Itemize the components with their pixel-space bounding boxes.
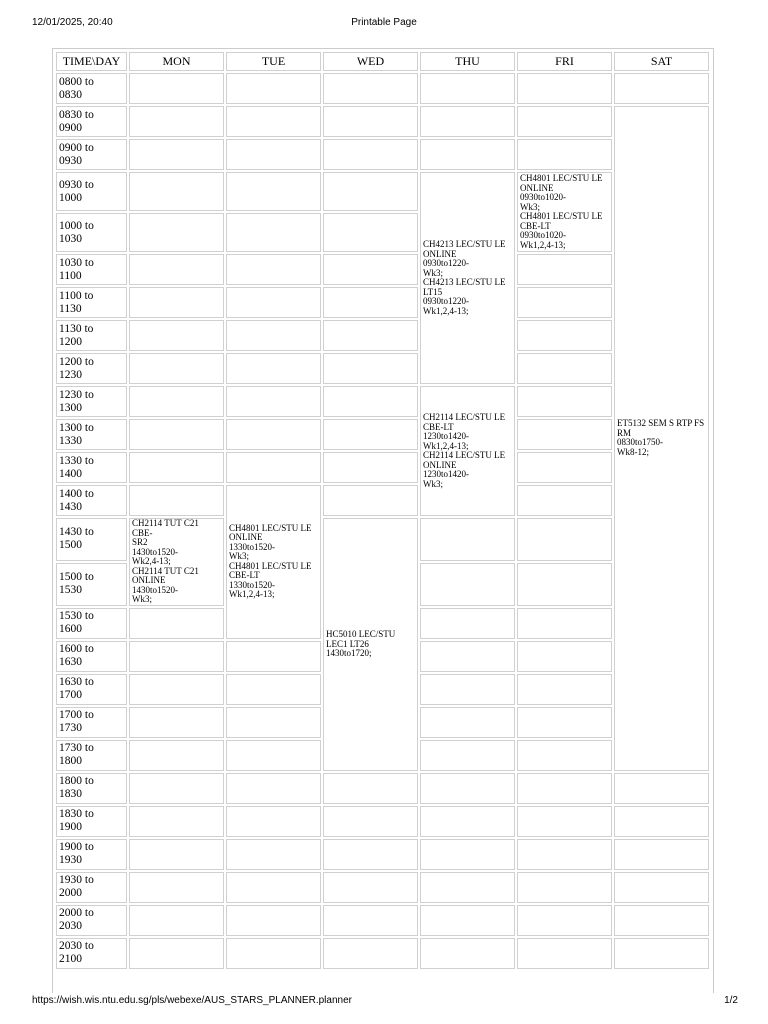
empty-slot-thu xyxy=(420,73,515,104)
empty-slot-sat xyxy=(614,806,709,837)
time-slot-start: 0930 to xyxy=(59,178,94,191)
empty-slot-wed xyxy=(323,213,418,252)
event-line: Wk1,2,4-13; xyxy=(229,589,275,600)
time-slot-start: 1100 to xyxy=(59,289,94,302)
time-slot-cell xyxy=(56,320,127,351)
header-tue: TUE xyxy=(226,52,321,71)
empty-slot-mon xyxy=(129,353,224,384)
time-slot-end: 1030 xyxy=(59,232,82,245)
print-page-number: 1/2 xyxy=(724,995,738,1006)
empty-slot-thu xyxy=(420,839,515,870)
empty-slot-fri xyxy=(517,73,612,104)
time-slot-start: 1300 to xyxy=(59,421,94,434)
time-slot-end: 1830 xyxy=(59,788,82,800)
time-slot-cell xyxy=(56,106,127,137)
timetable-row xyxy=(56,73,709,104)
empty-slot-mon xyxy=(129,452,224,483)
empty-slot-tue xyxy=(226,320,321,351)
time-slot-end: 1200 xyxy=(59,335,82,348)
event-line: 1230to1420- xyxy=(423,469,469,479)
time-slot-cell xyxy=(56,518,127,561)
empty-slot-mon xyxy=(129,172,224,211)
event-line: 0930to1220- xyxy=(423,258,469,268)
time-slot-cell xyxy=(56,806,127,837)
time-slot-cell xyxy=(56,740,127,771)
timetable-row xyxy=(56,386,709,417)
event-line: CH4801 LEC/STU LE xyxy=(229,560,312,571)
time-slot-start: 1430 to xyxy=(59,526,94,539)
time-slot-cell xyxy=(56,641,127,672)
time-slot-end: 1700 xyxy=(59,689,82,701)
event-cell-tue-1330 xyxy=(226,485,321,639)
time-slot-start: 0830 to xyxy=(59,108,94,121)
empty-slot-mon xyxy=(129,608,224,639)
empty-slot-mon xyxy=(129,254,224,285)
empty-slot-fri xyxy=(517,641,612,672)
empty-slot-mon xyxy=(129,740,224,771)
time-slot-start: 1830 to xyxy=(59,808,94,820)
empty-slot-thu xyxy=(420,139,515,170)
timetable-row xyxy=(56,139,709,170)
time-slot-end: 1400 xyxy=(59,467,82,480)
print-url: https://wish.wis.ntu.edu.sg/pls/webexe/AUS_STARS_PLANNER.planner xyxy=(32,995,352,1006)
empty-slot-mon xyxy=(129,938,224,969)
empty-slot-fri xyxy=(517,806,612,837)
empty-slot-wed xyxy=(323,452,418,483)
event-line: ONLINE xyxy=(423,248,457,259)
empty-slot-mon xyxy=(129,641,224,672)
empty-slot-mon xyxy=(129,73,224,104)
event-line: Wk3; xyxy=(423,478,443,489)
empty-slot-thu xyxy=(420,905,515,936)
time-slot-end: 0900 xyxy=(59,121,82,134)
header-mon: MON xyxy=(129,52,224,71)
empty-slot-wed xyxy=(323,839,418,870)
event-line: 0930to1020- xyxy=(520,192,566,202)
time-slot-start: 1730 to xyxy=(59,742,94,754)
timetable-row xyxy=(56,452,709,483)
header-thu: THU xyxy=(420,52,515,71)
time-slot-end: 1000 xyxy=(59,191,82,204)
event-line: Wk3; xyxy=(423,267,443,278)
time-slot-start: 1130 to xyxy=(59,322,94,335)
empty-slot-mon xyxy=(129,872,224,903)
print-datetime: 12/01/2025, 20:40 xyxy=(32,17,113,28)
timetable-row xyxy=(56,353,709,384)
event-line: CBE-LT xyxy=(520,220,551,231)
timetable xyxy=(54,50,711,971)
empty-slot-thu xyxy=(420,106,515,137)
event-cell-mon-1430 xyxy=(129,518,224,606)
empty-slot-fri xyxy=(517,674,612,705)
event-line: LT15 xyxy=(423,286,443,297)
time-slot-start: 1900 to xyxy=(59,841,94,853)
empty-slot-sat xyxy=(614,773,709,804)
empty-slot-mon xyxy=(129,707,224,738)
event-cell-sat-0830 xyxy=(614,106,709,771)
empty-slot-wed xyxy=(323,386,418,417)
empty-slot-fri xyxy=(517,773,612,804)
event-line: 1230to1420- xyxy=(423,431,469,441)
time-slot-cell xyxy=(56,73,127,104)
time-slot-end: 1500 xyxy=(59,539,82,552)
empty-slot-sat xyxy=(614,872,709,903)
empty-slot-mon xyxy=(129,806,224,837)
time-slot-start: 0900 to xyxy=(59,141,94,154)
empty-slot-fri xyxy=(517,353,612,384)
event-line: 1430to1520- xyxy=(132,546,178,557)
event-line: Wk1,2,4-13; xyxy=(423,305,469,316)
time-slot-end: 1630 xyxy=(59,656,82,668)
event-line: CBE-LT xyxy=(229,570,260,581)
time-slot-end: 0930 xyxy=(59,154,82,167)
empty-slot-mon xyxy=(129,139,224,170)
event-line: Wk3; xyxy=(520,201,540,212)
empty-slot-fri xyxy=(517,485,612,516)
time-slot-end: 1900 xyxy=(59,821,82,833)
time-slot-cell xyxy=(56,213,127,252)
event-line: CH2114 LEC/STU LE xyxy=(423,412,506,422)
empty-slot-wed xyxy=(323,287,418,318)
time-slot-start: 1400 to xyxy=(59,487,94,500)
event-line: 0930to1020- xyxy=(520,230,566,240)
empty-slot-tue xyxy=(226,353,321,384)
empty-slot-wed xyxy=(323,806,418,837)
event-cell-fri-0930 xyxy=(517,172,612,252)
time-slot-end: 2030 xyxy=(59,920,82,932)
event-line: ET5132 SEM S RTP FS xyxy=(617,418,705,429)
event-cell-thu-1230 xyxy=(420,386,515,516)
empty-slot-fri xyxy=(517,518,612,561)
empty-slot-tue xyxy=(226,773,321,804)
empty-slot-thu xyxy=(420,872,515,903)
timetable-row xyxy=(56,773,709,804)
empty-slot-sat xyxy=(614,73,709,104)
time-slot-cell xyxy=(56,674,127,705)
print-page-title: Printable Page xyxy=(351,17,417,28)
event-line: LEC1 LT26 xyxy=(326,638,369,649)
time-slot-start: 0800 to xyxy=(59,75,94,88)
empty-slot-tue xyxy=(226,287,321,318)
empty-slot-tue xyxy=(226,641,321,672)
empty-slot-tue xyxy=(226,938,321,969)
event-line: Wk3; xyxy=(132,594,152,604)
time-slot-end: 1600 xyxy=(59,623,82,635)
empty-slot-tue xyxy=(226,139,321,170)
time-slot-cell xyxy=(56,839,127,870)
empty-slot-thu xyxy=(420,773,515,804)
time-slot-end: 2000 xyxy=(59,887,82,899)
event-line: HC5010 LEC/STU xyxy=(326,629,396,639)
event-line: Wk1,2,4-13; xyxy=(520,239,566,250)
empty-slot-mon xyxy=(129,213,224,252)
empty-slot-mon xyxy=(129,773,224,804)
time-slot-end: 1100 xyxy=(59,269,82,282)
time-slot-start: 2000 to xyxy=(59,907,94,919)
time-slot-cell xyxy=(56,707,127,738)
empty-slot-wed xyxy=(323,139,418,170)
time-slot-start: 1600 to xyxy=(59,643,94,655)
event-line: CH4801 LEC/STU LE xyxy=(520,173,603,183)
event-line: 0830to1750- xyxy=(617,437,663,448)
time-slot-start: 1530 to xyxy=(59,610,94,622)
time-slot-cell xyxy=(56,872,127,903)
empty-slot-mon xyxy=(129,839,224,870)
empty-slot-tue xyxy=(226,707,321,738)
empty-slot-wed xyxy=(323,320,418,351)
time-slot-start: 1700 to xyxy=(59,709,94,721)
time-slot-cell xyxy=(56,139,127,170)
empty-slot-tue xyxy=(226,419,321,450)
empty-slot-tue xyxy=(226,386,321,417)
empty-slot-fri xyxy=(517,386,612,417)
time-slot-end: 1930 xyxy=(59,854,82,866)
empty-slot-fri xyxy=(517,563,612,606)
time-slot-start: 1930 to xyxy=(59,874,94,886)
event-line: 1430to1720; xyxy=(326,648,372,658)
timetable-row xyxy=(56,172,709,211)
event-line: CH4213 LEC/STU LE xyxy=(423,239,506,249)
time-slot-cell xyxy=(56,353,127,384)
event-line: CH2114 LEC/STU LE xyxy=(423,450,506,460)
empty-slot-fri xyxy=(517,320,612,351)
empty-slot-fri xyxy=(517,707,612,738)
event-line: Wk3; xyxy=(229,551,249,562)
empty-slot-thu xyxy=(420,518,515,561)
empty-slot-thu xyxy=(420,806,515,837)
time-slot-end: 1300 xyxy=(59,401,82,414)
event-line: ONLINE xyxy=(132,575,166,585)
event-line: ONLINE xyxy=(229,532,263,543)
empty-slot-tue xyxy=(226,806,321,837)
header-sat: SAT xyxy=(614,52,709,71)
empty-slot-wed xyxy=(323,353,418,384)
empty-slot-wed xyxy=(323,485,418,516)
timetable-header-row xyxy=(56,52,709,71)
time-slot-end: 1800 xyxy=(59,755,82,767)
time-slot-start: 1800 to xyxy=(59,775,94,787)
time-slot-cell xyxy=(56,938,127,969)
empty-slot-fri xyxy=(517,938,612,969)
empty-slot-tue xyxy=(226,106,321,137)
time-slot-cell xyxy=(56,563,127,606)
empty-slot-wed xyxy=(323,106,418,137)
empty-slot-mon xyxy=(129,905,224,936)
empty-slot-thu xyxy=(420,641,515,672)
empty-slot-thu xyxy=(420,740,515,771)
event-line: CBE-LT xyxy=(423,421,454,432)
time-slot-start: 1030 to xyxy=(59,256,94,269)
time-slot-end: 1530 xyxy=(59,584,82,597)
timetable-row xyxy=(56,839,709,870)
timetable-row xyxy=(56,518,709,561)
event-line: Wk2,4-13; xyxy=(132,556,171,566)
event-line: CH4213 LEC/STU LE xyxy=(423,277,506,287)
empty-slot-mon xyxy=(129,106,224,137)
empty-slot-wed xyxy=(323,872,418,903)
time-slot-cell xyxy=(56,419,127,450)
timetable-row xyxy=(56,485,709,516)
event-line: SR2 xyxy=(132,537,148,547)
timetable-row xyxy=(56,872,709,903)
time-slot-start: 1230 to xyxy=(59,388,94,401)
empty-slot-sat xyxy=(614,938,709,969)
empty-slot-fri xyxy=(517,139,612,170)
timetable-row xyxy=(56,287,709,318)
empty-slot-wed xyxy=(323,73,418,104)
empty-slot-fri xyxy=(517,287,612,318)
empty-slot-tue xyxy=(226,872,321,903)
time-slot-cell xyxy=(56,287,127,318)
empty-slot-tue xyxy=(226,213,321,252)
timetable-row xyxy=(56,905,709,936)
event-line: 1330to1520- xyxy=(229,541,275,552)
timetable-row xyxy=(56,938,709,969)
empty-slot-wed xyxy=(323,254,418,285)
time-slot-end: 2100 xyxy=(59,953,82,965)
empty-slot-tue xyxy=(226,172,321,211)
event-line: ONLINE xyxy=(520,182,554,193)
time-slot-cell xyxy=(56,254,127,285)
empty-slot-thu xyxy=(420,707,515,738)
time-slot-cell xyxy=(56,905,127,936)
empty-slot-mon xyxy=(129,674,224,705)
time-slot-end: 0830 xyxy=(59,88,82,101)
empty-slot-mon xyxy=(129,386,224,417)
event-cell-wed-1430 xyxy=(323,518,418,771)
empty-slot-wed xyxy=(323,172,418,211)
time-slot-end: 1330 xyxy=(59,434,82,447)
empty-slot-fri xyxy=(517,452,612,483)
timetable-row xyxy=(56,806,709,837)
empty-slot-fri xyxy=(517,872,612,903)
empty-slot-fri xyxy=(517,254,612,285)
timetable-row xyxy=(56,320,709,351)
empty-slot-sat xyxy=(614,905,709,936)
time-slot-start: 1500 to xyxy=(59,571,94,584)
empty-slot-fri xyxy=(517,608,612,639)
empty-slot-thu xyxy=(420,563,515,606)
event-line: Wk1,2,4-13; xyxy=(423,440,469,451)
event-line: CH2114 TUT C21 xyxy=(132,565,199,576)
empty-slot-tue xyxy=(226,839,321,870)
event-line: ONLINE xyxy=(423,459,457,470)
empty-slot-thu xyxy=(420,674,515,705)
empty-slot-mon xyxy=(129,485,224,516)
time-slot-cell xyxy=(56,773,127,804)
time-slot-end: 1230 xyxy=(59,368,82,381)
empty-slot-tue xyxy=(226,905,321,936)
event-line: Wk8-12; xyxy=(617,446,649,457)
header-wed: WED xyxy=(323,52,418,71)
empty-slot-tue xyxy=(226,452,321,483)
empty-slot-fri xyxy=(517,106,612,137)
time-slot-cell xyxy=(56,452,127,483)
empty-slot-thu xyxy=(420,608,515,639)
timetable-row xyxy=(56,106,709,137)
empty-slot-wed xyxy=(323,905,418,936)
empty-slot-fri xyxy=(517,905,612,936)
event-line: RM xyxy=(617,427,632,438)
event-line: CH4801 LEC/STU LE xyxy=(229,522,312,533)
time-slot-start: 1330 to xyxy=(59,454,94,467)
header-time-day: TIME\DAY xyxy=(56,52,127,71)
time-slot-cell xyxy=(56,485,127,516)
time-slot-cell xyxy=(56,386,127,417)
empty-slot-tue xyxy=(226,73,321,104)
empty-slot-mon xyxy=(129,419,224,450)
event-line: 1430to1520- xyxy=(132,584,178,595)
empty-slot-wed xyxy=(323,938,418,969)
time-slot-start: 1630 to xyxy=(59,676,94,688)
time-slot-start: 1000 to xyxy=(59,219,94,232)
time-slot-end: 1430 xyxy=(59,500,82,513)
header-fri: FRI xyxy=(517,52,612,71)
empty-slot-fri xyxy=(517,839,612,870)
empty-slot-mon xyxy=(129,287,224,318)
empty-slot-thu xyxy=(420,938,515,969)
timetable-row xyxy=(56,254,709,285)
empty-slot-wed xyxy=(323,773,418,804)
event-cell-thu-0930 xyxy=(420,172,515,384)
time-slot-cell xyxy=(56,172,127,211)
event-line: CH2114 TUT C21 CBE- xyxy=(132,518,199,538)
empty-slot-tue xyxy=(226,674,321,705)
event-line: 0930to1220- xyxy=(423,296,469,306)
empty-slot-sat xyxy=(614,839,709,870)
empty-slot-tue xyxy=(226,740,321,771)
time-slot-cell xyxy=(56,608,127,639)
event-line: CH4801 LEC/STU LE xyxy=(520,211,603,221)
event-line: 1330to1520- xyxy=(229,579,275,590)
time-slot-end: 1130 xyxy=(59,302,82,315)
time-slot-start: 1200 to xyxy=(59,355,94,368)
empty-slot-fri xyxy=(517,740,612,771)
time-slot-start: 2030 to xyxy=(59,940,94,952)
time-slot-end: 1730 xyxy=(59,722,82,734)
empty-slot-tue xyxy=(226,254,321,285)
empty-slot-wed xyxy=(323,419,418,450)
empty-slot-fri xyxy=(517,419,612,450)
timetable-row xyxy=(56,419,709,450)
empty-slot-mon xyxy=(129,320,224,351)
